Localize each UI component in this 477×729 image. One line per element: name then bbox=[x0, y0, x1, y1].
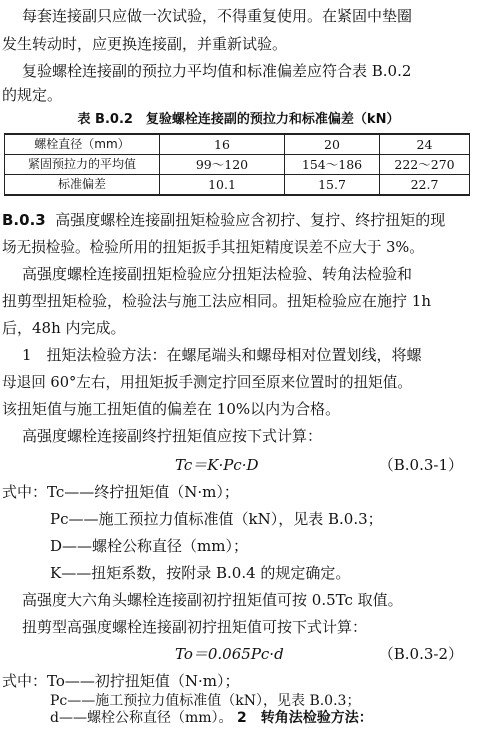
definition-line: 式中：Tc——终拧扭矩值（N·m）； bbox=[2, 483, 239, 501]
table-cell: 15.7 bbox=[285, 175, 380, 196]
paragraph-line: 高强度螺栓连接副扭矩检验应分扭矩法检验、转角法检验和 bbox=[22, 265, 413, 283]
table-row bbox=[5, 134, 470, 155]
paragraph-line: 场无损检验。检验所用的扭矩扳手其扭矩精度误差不应大于 3%。 bbox=[2, 239, 424, 256]
table-cell: 222～270 bbox=[380, 155, 470, 175]
table-cell: 22.7 bbox=[380, 175, 470, 196]
equation-2: To＝0.065Pc·d bbox=[175, 645, 284, 663]
section-b03-line: B.0.3 高强度螺栓连接副扭矩检验应含初拧、复拧、终拧扭矩的现 bbox=[2, 211, 446, 229]
paragraph-line: 发生转动时，应更换连接副，并重新试验。 bbox=[2, 35, 288, 53]
section-number: B.0.3 bbox=[2, 211, 46, 229]
table-caption: 表 B.0.2 复验螺栓连接副的预拉力和标准偏差（kN） bbox=[77, 112, 400, 127]
table-cell: 154～186 bbox=[285, 155, 380, 175]
equation-number: （B.0.3-1） bbox=[378, 456, 463, 474]
definition-line: d——螺栓公称直径（mm）。 2 转角法检验方法： bbox=[50, 710, 373, 726]
paragraph-line: 高强度螺栓连接副终拧扭矩值应按下式计算： bbox=[22, 427, 323, 445]
paragraph-line: 复验螺栓连接副的预拉力平均值和标准偏差应符合表 B.0.2 bbox=[22, 62, 412, 80]
table-cell: 20 bbox=[285, 134, 380, 155]
table-cell: 99～120 bbox=[160, 155, 285, 175]
table-cell: 标准偏差 bbox=[5, 175, 160, 196]
table-row bbox=[5, 155, 470, 175]
paragraph-line: 扭剪型扭矩检验，检验法与施工法应相同。扭矩检验应在施拧 1h bbox=[2, 292, 431, 310]
definition-line: Pc——施工预拉力值标准值（kN），见表 B.0.3； bbox=[50, 510, 383, 528]
paragraph-line: 后，48h 内完成。 bbox=[2, 319, 126, 337]
table-row bbox=[5, 175, 470, 196]
list-item-1: 1 扭矩法检验方法：在螺尾端头和螺母相对位置划线，将螺 bbox=[22, 346, 422, 364]
paragraph-line: 该扭矩值与施工扭矩值的偏差在 10%以内为合格。 bbox=[2, 400, 341, 418]
table-cell: 24 bbox=[380, 134, 470, 155]
paragraph-line: 高强度大六角头螺栓连接副初拧扭矩值可按 0.5Tc 取值。 bbox=[22, 591, 403, 609]
table-cell: 10.1 bbox=[160, 175, 285, 196]
paragraph-line: 母退回 60°左右，用扭矩扳手测定拧回至原来位置时的扭矩值。 bbox=[2, 374, 412, 391]
data-table bbox=[4, 133, 470, 196]
paragraph-line: 每套连接副只应做一次试验，不得重复使用。在紧固中垫圈 bbox=[22, 7, 413, 25]
equation-1: Tc＝K·Pc·D bbox=[175, 456, 259, 474]
paragraph-line: 扭剪型高强度螺栓连接副初拧扭矩值可按下式计算： bbox=[22, 618, 368, 636]
definition-line: Pc——施工预拉力值标准值（kN），见表 B.0.3； bbox=[50, 693, 361, 709]
definition-line: 式中：To——初拧扭矩值（N·m）； bbox=[2, 672, 240, 690]
table-cell: 紧固预拉力的平均值 bbox=[5, 155, 160, 175]
definition-line: D——螺栓公称直径（mm）； bbox=[50, 537, 248, 555]
paragraph-line: 的规定。 bbox=[2, 86, 63, 104]
table-cell: 螺栓直径（mm） bbox=[5, 134, 160, 155]
table-cell: 16 bbox=[160, 134, 285, 155]
equation-number: （B.0.3-2） bbox=[378, 645, 463, 663]
definition-line: K——扭矩系数，按附录 B.0.4 的规定确定。 bbox=[50, 564, 351, 582]
